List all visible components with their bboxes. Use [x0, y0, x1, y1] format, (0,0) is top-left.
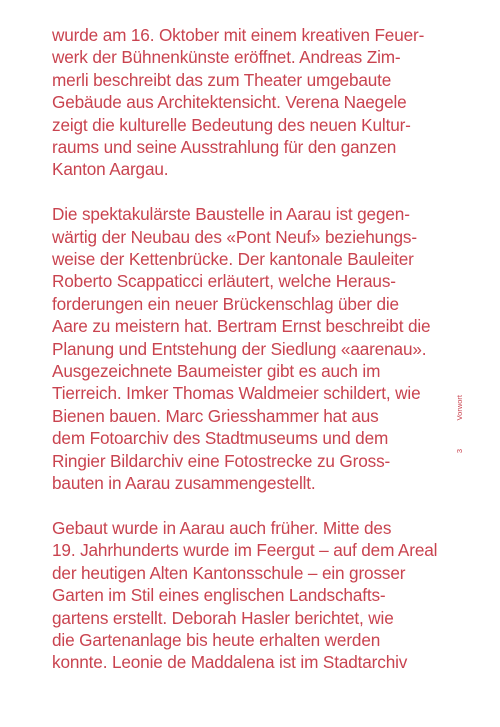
text-line: Kanton Aargau.	[52, 159, 169, 180]
text-line: Aare zu meistern hat. Bertram Ernst beschreibt die	[52, 316, 431, 337]
text-line: Ringier Bildarchiv eine Fotostrecke zu Gross-	[52, 450, 391, 471]
text-line: Planung und Entstehung der Siedlung «aarenau».	[52, 338, 427, 359]
running-head	[452, 395, 470, 465]
text-line: weise der Kettenbrücke. Der kantonale Bauleiter	[52, 249, 414, 270]
text-line: wärtig der Neubau des «Pont Neuf» beziehungs-	[52, 226, 417, 247]
text-line: der heutigen Alten Kantonsschule – ein grosser	[52, 562, 406, 583]
paragraph-3	[52, 517, 452, 674]
text-line: merli beschreibt das zum Theater umgebaute	[52, 69, 392, 90]
text-line: konnte. Leonie de Maddalena ist im Stadtarchiv	[52, 652, 408, 673]
text-line: bauten in Aarau zusammengestellt.	[52, 473, 316, 494]
text-line: dem Fotoarchiv des Stadtmuseums und dem	[52, 428, 389, 449]
text-line: Tierreich. Imker Thomas Waldmeier schildert, wie	[52, 383, 421, 404]
text-line: gartens erstellt. Deborah Hasler berichtet, wie	[52, 607, 394, 628]
text-line: raums und seine Ausstrahlung für den ganzen	[52, 137, 397, 158]
text-line: Roberto Scappaticci erläutert, welche Heraus-	[52, 271, 396, 292]
text-line: wurde am 16. Oktober mit einem kreativen Feuer-	[52, 25, 425, 45]
text-line: Ausgezeichnete Baumeister gibt es auch im	[52, 361, 381, 382]
text-line: Gebaut wurde in Aarau auch früher. Mitte des	[52, 517, 392, 538]
body-text	[52, 24, 452, 696]
paragraph-1	[52, 24, 452, 181]
text-line: Die spektakulärste Baustelle in Aarau ist gegen-	[52, 204, 410, 225]
text-line: zeigt die kulturelle Bedeutung des neuen Kultur-	[52, 114, 411, 135]
paragraph-2	[52, 203, 452, 494]
text-line: forderungen ein neuer Brückenschlag über die	[52, 293, 399, 314]
text-line: Bienen bauen. Marc Griesshammer hat aus	[52, 405, 379, 426]
text-line: Gebäude aus Architektensicht. Verena Naegele	[52, 92, 407, 113]
page-number: 3	[455, 449, 464, 454]
text-line: 19. Jahrhunderts wurde im Feergut – auf dem Areal	[52, 540, 438, 561]
text-line: werk der Bühnenkünste eröffnet. Andreas Zim-	[52, 47, 401, 68]
section-label: Vorwort	[455, 395, 464, 421]
text-line: Garten im Stil eines englischen Landschafts-	[52, 585, 386, 606]
text-line: die Gartenanlage bis heute erhalten werden	[52, 629, 381, 650]
